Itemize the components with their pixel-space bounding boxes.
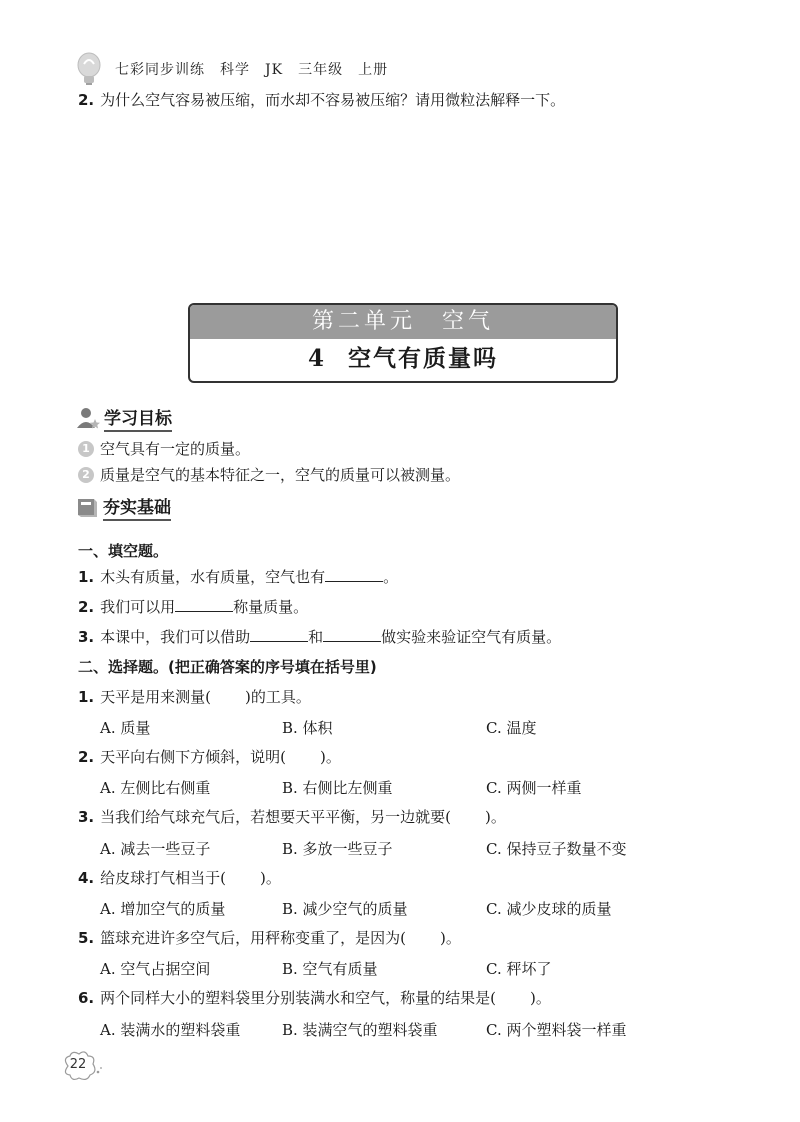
goal-text: 质量是空气的基本特征之一，空气的质量可以被测量。 xyxy=(100,466,461,484)
book-icon xyxy=(76,496,98,518)
option-c: C. 秤坏了 xyxy=(486,960,552,978)
question-text: )。 xyxy=(320,748,341,766)
option-a: A. 装满水的塑料袋重 xyxy=(100,1021,241,1039)
lesson-number: 4 xyxy=(307,345,326,372)
fill-question-1 xyxy=(78,567,398,587)
question-number: 4. xyxy=(78,869,95,887)
question-number: 1. xyxy=(78,568,95,586)
question-text: 本课中，我们可以借助 xyxy=(100,628,251,646)
option-b: B. 体积 xyxy=(282,719,333,737)
question-text: )。 xyxy=(440,929,461,947)
choice-question-2 xyxy=(78,747,341,767)
question-text: 我们可以用 xyxy=(100,598,176,616)
answer-blank[interactable] xyxy=(250,627,308,642)
option-a: A. 左侧比右侧重 xyxy=(100,779,211,797)
option-c: C. 两个塑料袋一样重 xyxy=(486,1021,627,1039)
option-a: A. 增加空气的质量 xyxy=(100,900,226,918)
option-c: C. 减少皮球的质量 xyxy=(486,900,612,918)
goal-number-badge: 1 xyxy=(78,441,94,457)
option-c: C. 两侧一样重 xyxy=(486,779,582,797)
question-text: 。 xyxy=(383,568,399,586)
option-c: C. 保持豆子数量不变 xyxy=(486,840,627,858)
question-text: )。 xyxy=(530,989,551,1007)
goals-heading xyxy=(76,404,172,432)
question-text: )。 xyxy=(485,808,506,826)
option-b: B. 多放一些豆子 xyxy=(282,840,393,858)
fill-question-3 xyxy=(78,627,561,647)
book-title: 七彩同步训练 科学 JK 三年级 上册 xyxy=(115,62,389,78)
option-a: A. 质量 xyxy=(100,719,151,737)
question-number: 2. xyxy=(78,91,95,109)
question-text: 天平是用来测量( xyxy=(100,688,211,706)
option-b: B. 右侧比左侧重 xyxy=(282,779,393,797)
question-number: 2. xyxy=(78,748,95,766)
top-question xyxy=(78,90,565,110)
choice-question-6 xyxy=(78,988,551,1008)
question-text: 当我们给气球充气后，若想要天平平衡，另一边就要( xyxy=(100,808,451,826)
question-number: 2. xyxy=(78,598,95,616)
question-text: 做实验来验证空气有质量。 xyxy=(381,628,562,646)
option-a: A. 减去一些豆子 xyxy=(100,840,211,858)
fill-heading: 一、填空题。 xyxy=(78,542,169,560)
choice-question-1 xyxy=(78,687,311,707)
question-text: 称量质量。 xyxy=(233,598,309,616)
answer-blank[interactable] xyxy=(175,597,233,612)
option-b: B. 空气有质量 xyxy=(282,960,378,978)
lightbulb-icon xyxy=(75,52,105,86)
option-c: C. 温度 xyxy=(486,719,537,737)
question-text: )。 xyxy=(260,869,281,887)
choice-question-5 xyxy=(78,928,461,948)
question-text: 为什么空气容易被压缩，而水却不容易被压缩？请用微粒法解释一下。 xyxy=(100,91,566,109)
choice-heading: 二、选择题。(把正确答案的序号填在括号里) xyxy=(78,658,377,676)
question-text: 篮球充进许多空气后，用秤称变重了，是因为( xyxy=(100,929,406,947)
fill-question-2 xyxy=(78,597,308,617)
answer-blank[interactable] xyxy=(325,567,383,582)
answer-blank[interactable] xyxy=(323,627,381,642)
question-text: )的工具。 xyxy=(245,688,311,706)
goal-text: 空气具有一定的质量。 xyxy=(100,440,251,458)
basics-heading-text: 夯实基础 xyxy=(103,493,171,521)
option-a: A. 空气占据空间 xyxy=(100,960,211,978)
choice-question-4 xyxy=(78,868,281,888)
goals-heading-text: 学习目标 xyxy=(104,404,172,432)
page-number-badge xyxy=(60,1050,96,1080)
lesson-name: 空气有质量吗 xyxy=(348,345,498,372)
question-number: 5. xyxy=(78,929,95,947)
question-number: 6. xyxy=(78,989,95,1007)
question-text: 木头有质量，水有质量，空气也有 xyxy=(100,568,326,586)
question-number: 3. xyxy=(78,628,95,646)
option-b: B. 减少空气的质量 xyxy=(282,900,408,918)
unit-title: 第二单元 空气 xyxy=(190,305,616,339)
lesson-title xyxy=(190,339,616,379)
basics-heading xyxy=(76,493,171,521)
goal-number-badge: 2 xyxy=(78,467,94,483)
question-text: 给皮球打气相当于( xyxy=(100,869,226,887)
question-text: 两个同样大小的塑料袋里分别装满水和空气，称量的结果是( xyxy=(100,989,496,1007)
student-icon xyxy=(76,406,100,430)
question-number: 1. xyxy=(78,688,95,706)
page-number: 22 xyxy=(69,1057,87,1072)
choice-question-3 xyxy=(78,807,506,827)
page-header xyxy=(75,52,388,86)
option-b: B. 装满空气的塑料袋重 xyxy=(282,1021,438,1039)
question-text: 和 xyxy=(308,628,324,646)
goal-item xyxy=(78,464,460,485)
unit-title-box xyxy=(188,303,618,383)
question-number: 3. xyxy=(78,808,95,826)
goal-item xyxy=(78,438,250,459)
question-text: 天平向右侧下方倾斜，说明( xyxy=(100,748,286,766)
